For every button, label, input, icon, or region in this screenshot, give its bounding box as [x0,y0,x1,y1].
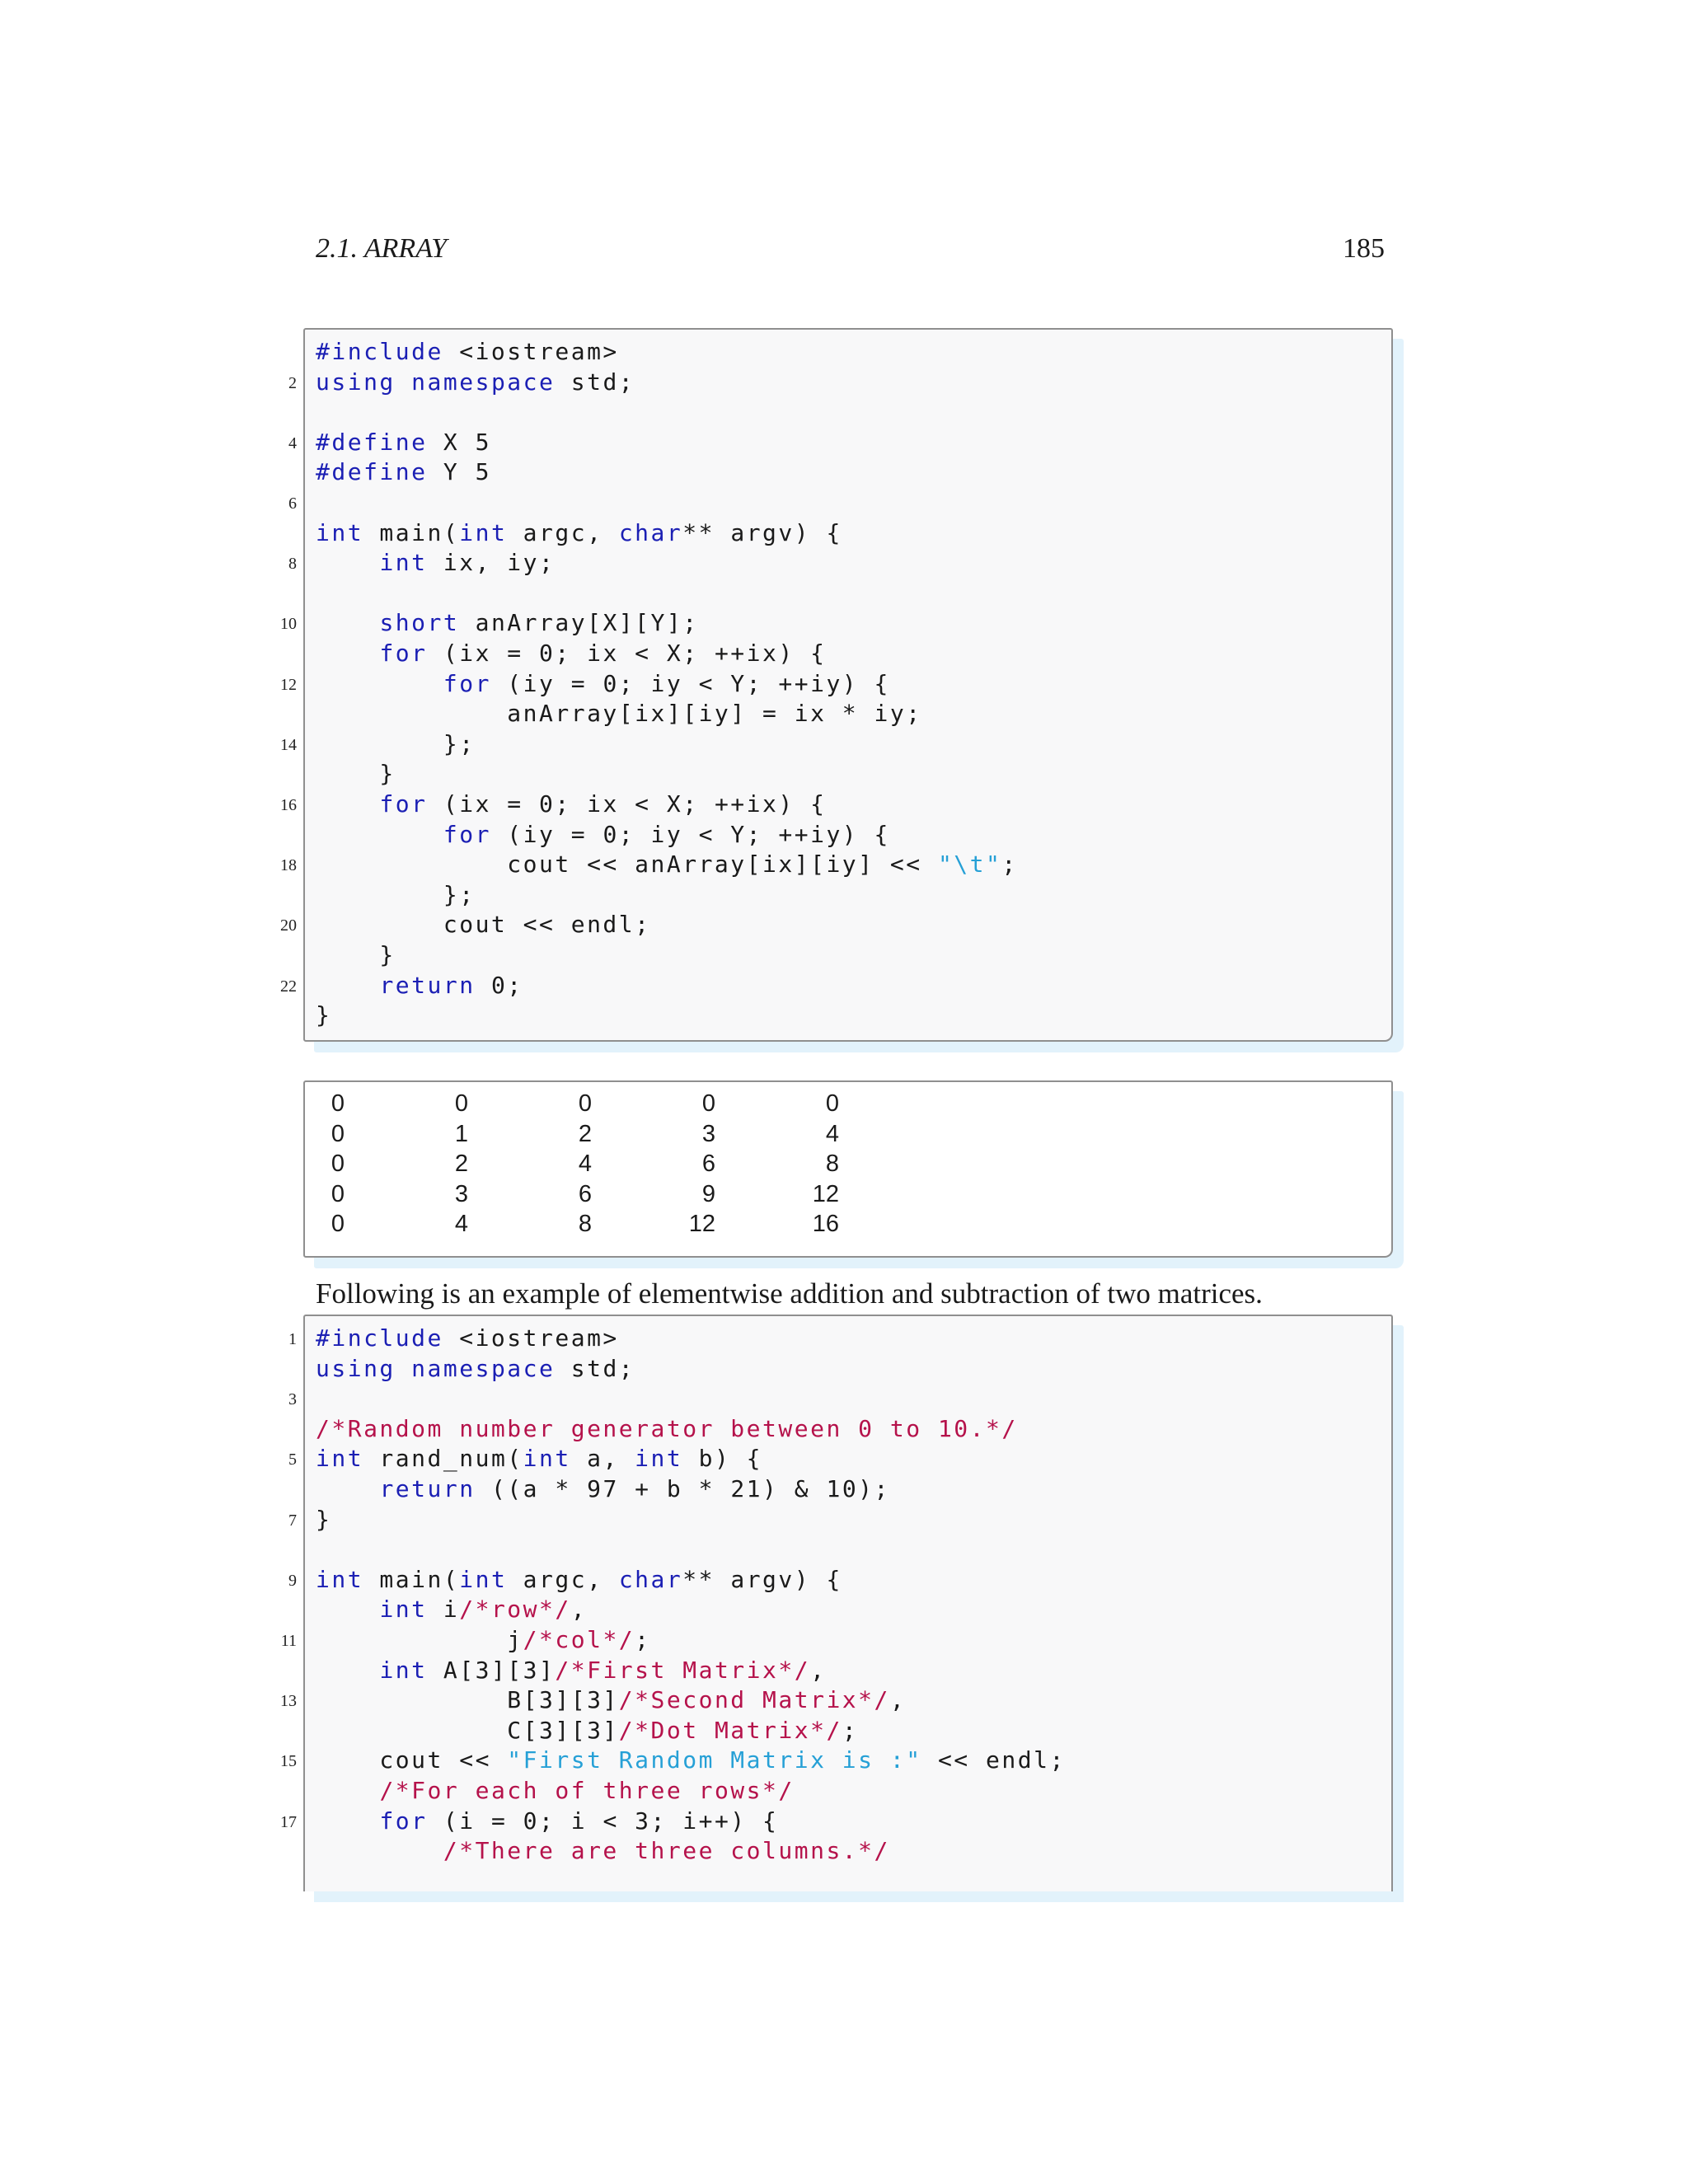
code-line [316,1000,331,1030]
output-cell: 0 [331,1090,345,1117]
line-number: 4 [288,434,297,452]
output-cell: 8 [578,1211,592,1237]
code-keyword: for [443,669,491,697]
code-text: ** argv) { [682,1565,842,1593]
code-text: } [316,760,396,788]
code-keyword: int [316,1565,364,1593]
code-line [316,367,635,397]
code-keyword: using [316,368,396,396]
code-line [316,1564,842,1595]
output-cell: 16 [812,1211,839,1237]
code-line [316,668,890,699]
line-number: 13 [280,1692,297,1711]
output-cell: 4 [578,1151,592,1177]
code-text: ix, iy; [427,549,556,577]
code-text: A[3][3] [427,1656,556,1684]
code-line [316,1443,762,1474]
code-line [316,1413,1018,1444]
code-text: ((a * 97 + b * 21) & 10); [475,1475,890,1502]
code-text: << endl; [921,1746,1066,1774]
code-line [316,427,491,457]
code-text [316,670,443,697]
line-number: 14 [280,735,297,754]
code-keyword: using [316,1354,396,1382]
code-string: "\t" [937,851,1002,879]
line-number: 20 [280,916,297,935]
code-line [316,336,619,367]
code-text: 0; [475,971,523,999]
code-text [396,1355,411,1382]
code-text: X 5 [427,428,491,456]
code-listing-array-print [280,328,1393,1042]
code-keyword: #include [316,1324,443,1352]
code-line [316,607,699,638]
code-text: C[3][3] [316,1716,619,1744]
code-line [316,518,842,548]
output-cell: 12 [688,1211,715,1237]
code-keyword: for [379,790,428,818]
code-text: (iy = 0; iy < Y; ++iy) { [490,669,890,697]
code-text: anArray[X][Y]; [459,609,699,637]
line-number: 7 [288,1511,297,1530]
code-listing-matrix-ops [280,1315,1393,1891]
output-cell: 0 [331,1211,345,1237]
code-line [316,789,826,819]
output-cell: 9 [701,1180,715,1207]
code-line [316,1655,826,1685]
code-text: main( [363,518,460,546]
line-number: 17 [280,1812,297,1831]
code-text: <iostream> [443,1324,619,1352]
code-comment: /*row*/ [459,1596,571,1624]
code-text: ** argv) { [682,518,842,546]
code-text: argc, [507,518,619,546]
code-line [316,1624,651,1655]
code-text: cout << endl; [316,911,651,939]
code-text: b) { [682,1445,763,1473]
line-number: 12 [280,675,297,694]
code-keyword: int [459,518,508,546]
code-keyword: #define [316,428,428,456]
code-line [316,970,523,1001]
code-text: argc, [507,1565,619,1593]
code-keyword: return [379,971,476,999]
code-text: main( [363,1565,460,1593]
code-comment: /*First Matrix*/ [555,1656,811,1684]
code-text [316,1475,379,1502]
code-keyword: short [379,609,460,637]
code-text: std; [555,1354,635,1382]
code-text [316,1777,379,1804]
line-number: 10 [280,615,297,634]
code-text: , [810,1656,827,1684]
code-keyword: int [459,1565,508,1593]
code-line [316,698,922,729]
line-number: 1 [288,1330,297,1348]
code-text: j [316,1626,523,1653]
line-number: 18 [280,856,297,875]
code-string: "First Random Matrix is :" [507,1746,922,1774]
code-keyword: char [618,1565,683,1593]
running-head [316,233,1385,274]
code-text [316,1657,379,1684]
code-comment: /*There are three columns.*/ [443,1837,890,1865]
output-cell: 4 [454,1211,468,1237]
section-title: 2.1. ARRAY [316,233,447,264]
code-line [316,1474,890,1504]
code-line [316,1685,906,1715]
code-text [316,1837,443,1864]
code-keyword: int [635,1445,683,1473]
output-cell: 2 [454,1151,468,1177]
output-cell: 0 [578,1090,592,1117]
output-cell: 1 [454,1120,468,1147]
code-keyword: int [379,549,428,577]
output-cell: 12 [812,1180,839,1207]
code-text: std; [555,368,635,396]
code-line [316,638,826,668]
code-keyword: int [316,1445,364,1473]
output-cell: 0 [331,1180,345,1207]
code-text [316,821,443,848]
line-number: 15 [280,1752,297,1771]
line-number: 5 [288,1451,297,1469]
body-paragraph: Following is an example of elementwise addition and subtraction of two matrices. [316,1277,1263,1310]
code-comment: /*For each of three rows*/ [379,1777,795,1804]
code-text: cout << [316,1746,508,1774]
code-line [316,879,476,910]
code-text: <iostream> [443,338,619,365]
output-cell: 8 [825,1151,839,1177]
code-text [316,972,379,999]
code-line [316,1353,635,1384]
code-text: ; [1001,851,1018,879]
code-line [316,547,555,578]
code-text [316,609,379,636]
code-keyword: for [443,820,491,848]
code-keyword: #define [316,458,428,486]
line-number: 11 [280,1632,297,1650]
code-line [316,819,890,850]
output-cell: 3 [701,1120,715,1147]
code-text: } [316,1505,332,1533]
code-text: (i = 0; i < 3; i++) { [427,1807,779,1835]
code-line [316,849,1018,879]
code-comment: /*Second Matrix*/ [618,1686,890,1714]
code-text: , [889,1686,907,1714]
output-cell: 4 [825,1120,839,1147]
code-line [316,758,396,789]
code-text [316,640,379,667]
program-output [303,1080,1393,1258]
code-text: Y 5 [427,458,491,486]
output-cell: 0 [825,1090,839,1117]
output-cell: 0 [331,1151,345,1177]
code-line [316,1775,795,1806]
code-line [316,909,651,940]
line-number: 16 [280,796,297,814]
code-keyword: int [379,1656,428,1684]
code-line [316,729,476,759]
code-keyword: namespace [411,368,556,396]
code-text: (ix = 0; ix < X; ++ix) { [427,640,827,667]
code-text: } [316,1001,332,1029]
code-line [316,1594,587,1624]
line-number: 8 [288,555,297,574]
line-number: 3 [288,1390,297,1409]
code-text: anArray[ix][iy] = ix * iy; [316,700,922,728]
line-number: 9 [288,1571,297,1590]
output-cell: 3 [454,1180,468,1207]
code-keyword: for [379,1807,428,1835]
code-line [316,940,396,970]
page-number: 185 [1343,233,1385,264]
code-keyword: return [379,1475,476,1502]
output-cell: 2 [578,1120,592,1147]
code-line [316,1745,1066,1775]
code-text: B[3][3] [316,1686,619,1714]
code-text [316,790,379,818]
code-text: , [570,1596,588,1624]
code-text: ; [635,1626,651,1653]
code-text: a, [570,1445,635,1473]
output-cell: 0 [454,1090,468,1117]
code-keyword: for [379,640,428,667]
code-line [316,1504,331,1535]
code-keyword: #include [316,338,443,365]
code-text [316,1807,379,1835]
code-comment: /*Dot Matrix*/ [618,1716,842,1744]
code-text: cout << anArray[ix][iy] << [316,851,938,879]
code-line [316,1835,890,1866]
code-keyword: int [523,1445,571,1473]
code-line [316,457,491,487]
code-text [316,1596,379,1623]
code-comment: /*Random number generator between 0 to 10.*/ [316,1414,1018,1442]
output-cell: 0 [701,1090,715,1117]
output-cell: 6 [578,1180,592,1207]
line-number: 2 [288,373,297,392]
code-text: }; [316,729,476,757]
output-cell: 0 [331,1120,345,1147]
line-number: 22 [280,977,297,996]
code-text: (ix = 0; ix < X; ++ix) { [427,790,827,818]
code-line [316,1323,619,1353]
code-text: (iy = 0; iy < Y; ++iy) { [490,820,890,848]
code-text: } [316,941,396,968]
code-line [316,1806,778,1836]
code-text: }; [316,880,476,908]
output-cell: 6 [701,1151,715,1177]
code-text: ; [842,1716,859,1744]
code-keyword: int [379,1596,428,1624]
code-keyword: namespace [411,1354,556,1382]
code-line [316,1715,858,1746]
code-comment: /*col*/ [523,1626,635,1653]
code-text: i [427,1596,460,1624]
code-text: rand_num( [363,1445,523,1473]
line-number: 6 [288,494,297,513]
code-keyword: int [316,518,364,546]
code-text [316,549,379,576]
code-keyword: char [618,518,683,546]
code-text [396,368,411,396]
